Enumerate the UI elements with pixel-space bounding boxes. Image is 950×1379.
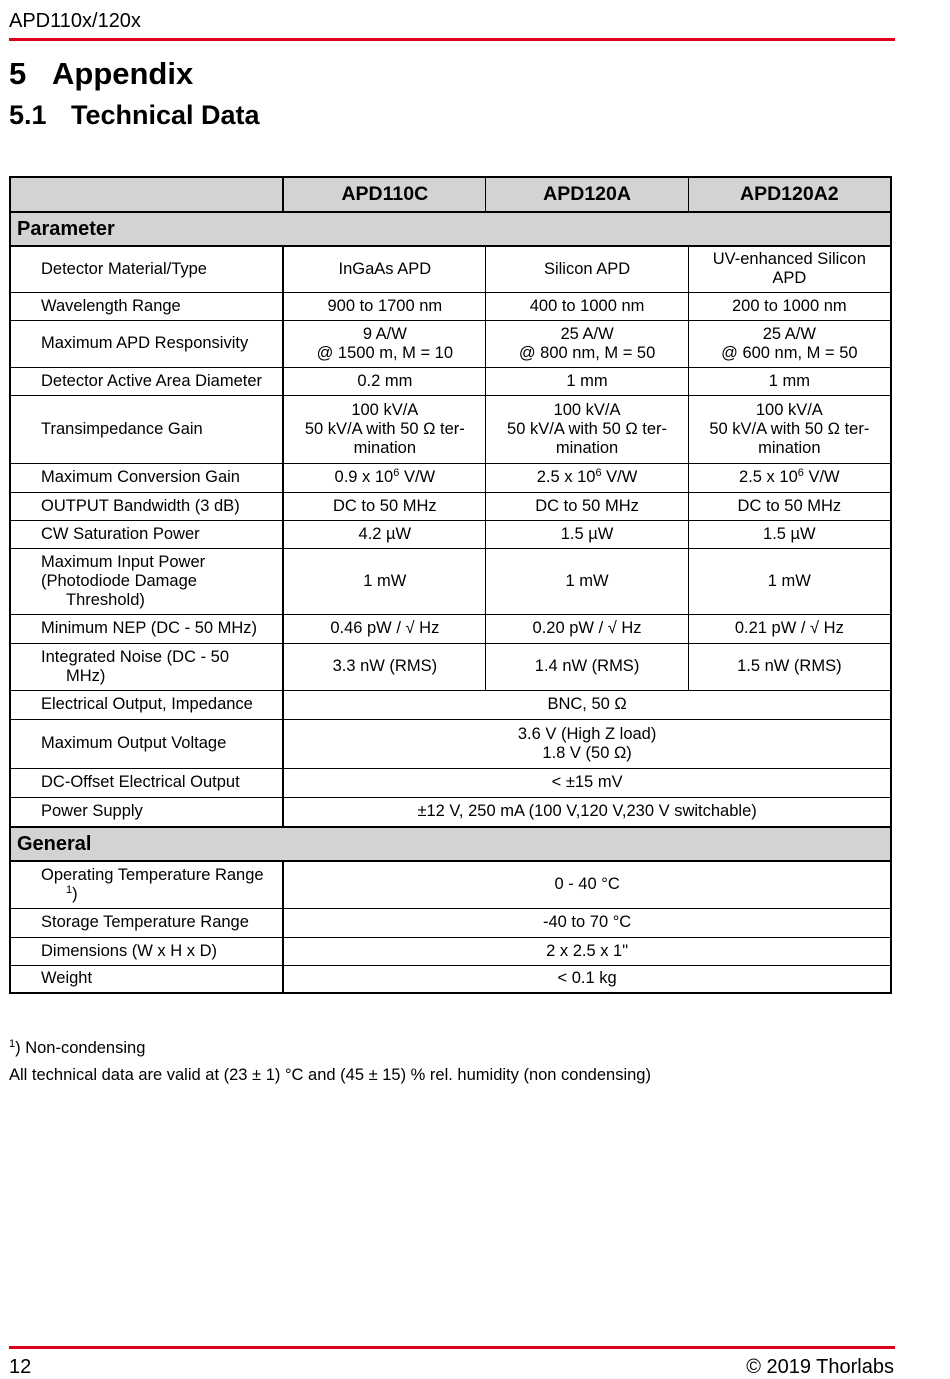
cell: DC to 50 MHz	[283, 492, 486, 520]
cell-mantissa: 2.5 x 10	[536, 468, 596, 486]
chapter-title: Appendix	[52, 56, 194, 91]
cell: 1.5 nW (RMS)	[688, 643, 891, 690]
technical-data-table	[9, 176, 892, 994]
cell-line: mination	[555, 438, 619, 457]
cell	[486, 395, 688, 463]
cell-unit: V/W	[803, 468, 840, 486]
section-row-parameter	[10, 212, 891, 246]
cell	[688, 395, 891, 463]
cell	[486, 320, 688, 367]
cell-unit: V/W	[601, 468, 638, 486]
validity-note: All technical data are valid at (23 ± 1) °C and (45 ± 15) % rel. humidity (non condensing)	[9, 1066, 651, 1084]
cell: DC to 50 MHz	[486, 492, 688, 520]
cell-exponent: 6	[595, 467, 602, 479]
section-row-general	[10, 827, 891, 861]
label-line: Threshold)	[66, 590, 145, 609]
footer-rule	[9, 1346, 895, 1349]
table-row	[10, 797, 891, 827]
section-heading	[9, 100, 260, 131]
section-label: Parameter	[10, 212, 891, 246]
cell	[486, 463, 688, 492]
cell: 1.5 µW	[688, 520, 891, 548]
table-row	[10, 690, 891, 719]
cell-line: mination	[758, 438, 821, 457]
cell	[688, 246, 891, 292]
table-row	[10, 548, 891, 614]
row-label: Detector Active Area Diameter	[10, 367, 283, 395]
merged-cell: -40 to 70 °C	[283, 908, 891, 937]
row-label: Minimum NEP (DC - 50 MHz)	[10, 614, 283, 643]
row-label: DC-Offset Electrical Output	[10, 768, 283, 797]
table-row	[10, 937, 891, 965]
cell: 1 mW	[283, 548, 486, 614]
footnote	[9, 1039, 145, 1058]
table-row	[10, 520, 891, 548]
cell: 1 mm	[486, 367, 688, 395]
cell: 4.2 µW	[283, 520, 486, 548]
table-row	[10, 861, 891, 908]
cell-exponent: 6	[393, 467, 400, 479]
cell-line: @ 600 nm, M = 50	[721, 343, 858, 362]
cell-mantissa: 0.9 x 10	[334, 468, 394, 486]
cell-line: 3.6 V (High Z load)	[517, 724, 657, 743]
table-row	[10, 965, 891, 993]
cell-line: 100 kV/A	[755, 400, 823, 419]
row-label: Storage Temperature Range	[10, 908, 283, 937]
cell-line: @ 800 nm, M = 50	[518, 343, 656, 362]
chapter-heading	[9, 56, 193, 92]
row-label: Maximum APD Responsivity	[10, 320, 283, 367]
table-row	[10, 908, 891, 937]
cell-line: 1.8 V (50 Ω)	[542, 743, 632, 762]
cell-line: 25 A/W	[560, 324, 614, 343]
table-row	[10, 463, 891, 492]
cell: 1.4 nW (RMS)	[486, 643, 688, 690]
footnote-marker: 1	[9, 1038, 16, 1050]
merged-cell: < ±15 mV	[283, 768, 891, 797]
cell-line: @ 1500 m, M = 10	[316, 343, 454, 362]
row-label: Dimensions (W x H x D)	[10, 937, 283, 965]
merged-cell: 0 - 40 °C	[283, 861, 891, 908]
row-label: Transimpedance Gain	[10, 395, 283, 463]
table-row	[10, 768, 891, 797]
cell	[688, 463, 891, 492]
table-header-row	[10, 177, 891, 212]
cell-line: 50 kV/A with 50 Ω ter-	[709, 419, 870, 438]
row-label: Maximum Output Voltage	[10, 719, 283, 768]
column-header: APD110C	[283, 177, 486, 212]
column-header: APD120A2	[688, 177, 891, 212]
cell	[283, 463, 486, 492]
label-line	[41, 885, 282, 904]
cell: 0.20 pW / √ Hz	[486, 614, 688, 643]
cell-unit: V/W	[399, 468, 436, 486]
copyright: © 2019 Thorlabs	[746, 1356, 894, 1378]
cell-line: 50 kV/A with 50 Ω ter-	[507, 419, 668, 438]
cell: 0.2 mm	[283, 367, 486, 395]
merged-cell: < 0.1 kg	[283, 965, 891, 993]
row-label: Wavelength Range	[10, 292, 283, 320]
label-line: Maximum Input Power	[41, 552, 206, 571]
merged-cell	[283, 719, 891, 768]
cell	[283, 320, 486, 367]
table-row	[10, 292, 891, 320]
cell-exponent: 6	[797, 467, 804, 479]
cell-line: 100 kV/A	[553, 400, 621, 419]
cell: 1 mW	[486, 548, 688, 614]
row-label: Power Supply	[10, 797, 283, 827]
footnote-text: ) Non-condensing	[15, 1039, 146, 1057]
cell: 0.46 pW / √ Hz	[283, 614, 486, 643]
section-label: General	[10, 827, 891, 861]
cell: 900 to 1700 nm	[283, 292, 486, 320]
header-rule	[9, 38, 895, 41]
cell-line: 9 A/W	[362, 324, 407, 343]
label-line: (Photodiode Damage	[41, 571, 197, 590]
label-line: MHz)	[66, 666, 106, 685]
row-label: Detector Material/Type	[10, 246, 283, 292]
cell: 1 mW	[688, 548, 891, 614]
section-number: 5.1	[9, 100, 47, 130]
chapter-number: 5	[9, 56, 27, 91]
cell: 0.21 pW / √ Hz	[688, 614, 891, 643]
cell: DC to 50 MHz	[688, 492, 891, 520]
footnote-ref-paren: )	[72, 884, 78, 903]
row-label: Maximum Conversion Gain	[10, 463, 283, 492]
cell-line: 50 kV/A with 50 Ω ter-	[304, 419, 465, 438]
table-row	[10, 320, 891, 367]
section-title: Technical Data	[71, 100, 260, 130]
table-row	[10, 719, 891, 768]
running-header: APD110x/120x	[9, 10, 141, 32]
cell-line: UV-enhanced Silicon	[712, 250, 866, 269]
header-blank-cell	[10, 177, 283, 212]
cell: 3.3 nW (RMS)	[283, 643, 486, 690]
merged-cell: 2 x 2.5 x 1"	[283, 937, 891, 965]
cell-mantissa: 2.5 x 10	[739, 468, 798, 486]
row-label: OUTPUT Bandwidth (3 dB)	[10, 492, 283, 520]
cell: 1.5 µW	[486, 520, 688, 548]
footnote-ref: 1	[66, 883, 73, 896]
cell: InGaAs APD	[283, 246, 486, 292]
table-row	[10, 492, 891, 520]
row-label	[10, 643, 283, 690]
row-label: Weight	[10, 965, 283, 993]
page-number: 12	[9, 1356, 32, 1378]
merged-cell: ±12 V, 250 mA (100 V,120 V,230 V switchable)	[283, 797, 891, 827]
cell: 1 mm	[688, 367, 891, 395]
cell: Silicon APD	[486, 246, 688, 292]
merged-cell: BNC, 50 Ω	[283, 690, 891, 719]
table-row	[10, 643, 891, 690]
row-label	[10, 861, 283, 908]
label-line: Integrated Noise (DC - 50	[41, 647, 230, 666]
row-label	[10, 548, 283, 614]
column-header: APD120A	[486, 177, 688, 212]
cell-line: mination	[353, 438, 416, 457]
cell-line: 25 A/W	[762, 324, 816, 343]
cell-line: APD	[772, 269, 807, 288]
row-label: CW Saturation Power	[10, 520, 283, 548]
row-label: Electrical Output, Impedance	[10, 690, 283, 719]
label-line: Operating Temperature Range	[41, 865, 264, 884]
table-row	[10, 614, 891, 643]
cell-line: 100 kV/A	[351, 400, 419, 419]
cell	[283, 395, 486, 463]
table-row	[10, 395, 891, 463]
table-row	[10, 246, 891, 292]
table-row	[10, 367, 891, 395]
cell	[688, 320, 891, 367]
cell: 400 to 1000 nm	[486, 292, 688, 320]
cell: 200 to 1000 nm	[688, 292, 891, 320]
